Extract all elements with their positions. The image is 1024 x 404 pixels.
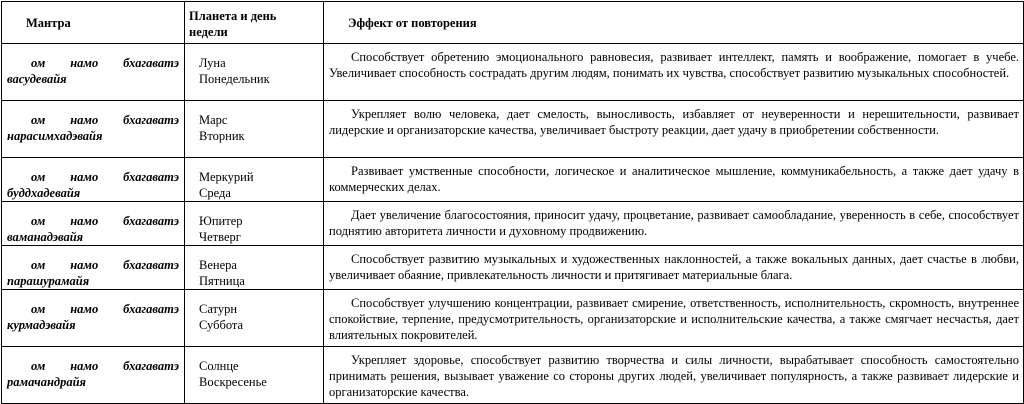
mantra-cell [2,158,185,202]
effect-text: Способствует обретению эмоционального равновесия, развивает интеллект, память и воображение, помогает в учебе. Увеличивает способность сострадать другим людям, понимать их чувства, способствует развитию музыкальных способностей. [324,44,1024,101]
planet-name: Солнце [199,359,239,373]
planet-day-cell [185,44,324,101]
mantra-prefix: ом намо бхагаватэ [31,359,179,373]
planet-name: Венера [199,258,237,272]
header-row [2,2,1024,44]
day-name: Воскресенье [199,375,267,389]
day-name: Вторник [199,129,245,143]
table-row [2,158,1024,202]
header-planet-day: Планета и день недели [185,2,324,44]
mantra-cell [2,347,185,404]
planet-day-cell [185,101,324,158]
mantra-cell [2,44,185,101]
effect-text: Развивает умственные способности, логическое и аналитическое мышление, коммуникабельность, а также дает удачу в коммерческих делах. [324,158,1024,202]
mantra-name: буддхадевайя [7,186,81,200]
planet-name: Юпитер [199,214,243,228]
table-row [2,202,1024,246]
planet-name: Меркурий [199,170,254,184]
day-name: Пятница [199,274,245,288]
planet-name: Сатурн [199,302,238,316]
planet-day-cell [185,158,324,202]
mantra-prefix: ом намо бхагаватэ [31,214,179,228]
planet-name: Марс [199,113,228,127]
planet-name: Луна [199,56,226,70]
mantra-cell [2,202,185,246]
mantra-name: васудевайя [7,72,67,86]
mantra-name: нарасимхадэвайя [7,129,103,143]
mantra-prefix: ом намо бхагаватэ [31,258,179,272]
mantra-table [1,1,1024,404]
planet-day-cell [185,347,324,404]
effect-text: Дает увеличение благосостояния, приносит удачу, процветание, развивает самообладание, уверенность в себе, способствует поднятию авторитета личности и духовному продвижению. [324,202,1024,246]
table-row [2,246,1024,290]
mantra-name: ваманадэвайя [7,230,84,244]
effect-text: Способствует развитию музыкальных и художественных наклонностей, а также вокальных данных, дает счастье в любви, увеличивает обаяние, привлекательность личности и притягивает материальные блага. [324,246,1024,290]
mantra-name: рамачандрайя [7,375,86,389]
effect-text: Способствует улучшению концентрации, развивает смирение, ответственность, исполнительность, скромность, внутреннее спокойствие, терпение, предусмотрительность, организаторские и исполнительские качества, а также смягчает несчастья, дает влиятельных покровителей. [324,290,1024,347]
header-effect: Эффект от повторения [324,2,1024,44]
planet-day-cell [185,290,324,347]
header-mantra: Мантра [2,2,185,44]
effect-text: Укрепляет здоровье, способствует развитию творчества и силы личности, вырабатывает способность самостоятельно принимать решения, вызывает уважение со стороны других людей, увеличивает популярность, а также развивает лидерские и организаторские качества. [324,347,1024,404]
mantra-cell [2,246,185,290]
mantra-cell [2,290,185,347]
table-row [2,290,1024,347]
table-row [2,101,1024,158]
day-name: Четверг [199,230,241,244]
mantra-prefix: ом намо бхагаватэ [31,56,179,70]
day-name: Среда [199,186,231,200]
mantra-prefix: ом намо бхагаватэ [31,170,179,184]
planet-day-cell [185,202,324,246]
mantra-name: курмадэвайя [7,318,76,332]
effect-text: Укрепляет волю человека, дает смелость, выносливость, избавляет от неуверенности и нерешительности, развивает лидерские и организаторские качества, увеличивает быстроту реакции, дает удачу в приобретении собственности. [324,101,1024,158]
mantra-cell [2,101,185,158]
mantra-prefix: ом намо бхагаватэ [31,113,179,127]
table-row [2,347,1024,404]
mantra-prefix: ом намо бхагаватэ [31,302,179,316]
day-name: Понедельник [199,72,270,86]
mantra-name: парашурамайя [7,274,90,288]
day-name: Суббота [199,318,244,332]
table-row [2,44,1024,101]
planet-day-cell [185,246,324,290]
